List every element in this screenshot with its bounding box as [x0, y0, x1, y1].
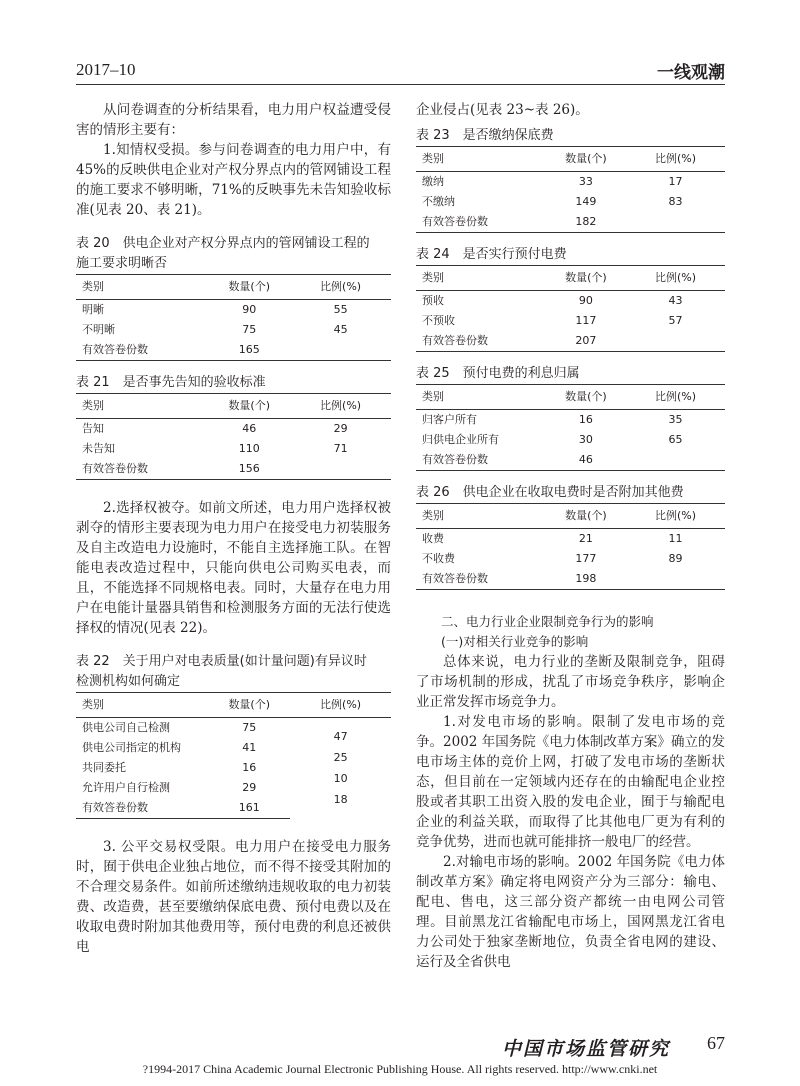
cell: 归供电企业所有	[422, 433, 499, 446]
cell: 21	[578, 532, 593, 545]
cell: 33	[578, 175, 593, 188]
cell: 117	[575, 314, 597, 327]
paragraph: 1.知情权受损。参与问卷调查的电力用户中，有45%的反映供电企业对产权分界点内的管网铺设工程的施工要求不够明晰，71%的反映事先未告知验收标准(见表 20、表 21)。	[76, 142, 391, 218]
table-row	[416, 549, 725, 569]
table-caption: 表 20 供电企业对产权分界点内的管网铺设工程的	[76, 236, 370, 251]
table-row	[416, 291, 725, 312]
table-row	[76, 459, 391, 480]
table-row	[416, 430, 725, 450]
cell: 供电公司指定的机构	[82, 741, 181, 754]
table-header: 类别	[416, 147, 546, 172]
table-25	[416, 384, 725, 471]
paragraph: 企业侵占(见表 23~表 26)。	[416, 102, 589, 118]
cell: 46	[242, 422, 257, 435]
table-header: 比例(%)	[290, 394, 391, 419]
issue-date: 2017–10	[76, 60, 136, 79]
cell: 不缴纳	[422, 195, 455, 208]
right-column	[416, 100, 725, 972]
table-row	[76, 439, 391, 459]
table-caption: 施工要求明晰否	[76, 256, 168, 271]
table-header: 比例(%)	[626, 147, 725, 172]
cell: 45	[333, 323, 348, 336]
cell: 有效答卷份数	[416, 331, 546, 352]
cell: 29	[242, 781, 257, 794]
cell: 165	[208, 340, 290, 361]
table-row	[416, 331, 725, 352]
cell	[626, 331, 725, 352]
table-header: 数量(个)	[546, 266, 626, 291]
cell: 71	[333, 442, 348, 455]
cell: 75	[242, 323, 257, 336]
cell: 90	[242, 303, 257, 316]
table-caption: 检测机构如何确定	[76, 674, 181, 689]
cell: 110	[238, 442, 260, 455]
table-header: 数量(个)	[208, 275, 290, 300]
paragraph: 2.对输电市场的影响。2002 年国务院《电力体制改革方案》确定将电网资产分为三部分：输电、配电、售电，这三部分资产都统一由电网公司管理。目前黑龙江省输配电市场上，国网黑龙江省电力公司处于独家垄断地位，负责全省电网的建设、运行及全省供电	[416, 854, 725, 970]
cell: 不收费	[422, 552, 455, 565]
cell: 207	[546, 331, 626, 352]
table-header: 数量(个)	[546, 504, 626, 529]
paragraph: 3. 公平交易权受限。电力用户在接受电力服务时，囿于供电企业独占地位，而不得不接受其附加的不合理交易条件。如前所述缴纳违规收取的电力初装费、改造费，甚至要缴纳保底电费、预付电费以及在收取电费时附加其他费用等，预付电费的利息还被供电	[76, 839, 391, 955]
table-row	[416, 569, 725, 590]
cell: 55	[333, 303, 348, 316]
cell: 57	[668, 314, 683, 327]
table-header: 数量(个)	[546, 385, 626, 410]
cell: 43	[668, 294, 683, 307]
table-24	[416, 265, 725, 352]
subsection-heading: (一)对相关行业竞争的影响	[441, 634, 589, 649]
cell	[290, 340, 391, 361]
cell	[626, 569, 725, 590]
cell: 告知	[82, 422, 104, 435]
cell: 75	[242, 721, 257, 734]
table-row	[416, 311, 725, 331]
table-header: 数量(个)	[208, 394, 290, 419]
table-caption: 表 25 预付电费的利息归属	[416, 366, 580, 381]
cell: 35	[668, 413, 683, 426]
table-26	[416, 503, 725, 590]
cell: 46	[546, 450, 626, 471]
cell: 41	[242, 741, 257, 754]
copyright-notice: ?1994-2017 China Academic Journal Electronic Publishing House. All rights reserved. http://www.cnki.net	[142, 1062, 658, 1076]
cell: 不预收	[422, 314, 455, 327]
table-21	[76, 393, 391, 480]
cell: 有效答卷份数	[416, 569, 546, 590]
cell: 16	[242, 761, 257, 774]
cell: 18	[333, 793, 348, 806]
cell: 有效答卷份数	[76, 459, 208, 480]
table-row	[416, 212, 725, 233]
table-header: 数量(个)	[208, 693, 290, 718]
table-header: 数量(个)	[546, 147, 626, 172]
cell: 有效答卷份数	[76, 798, 208, 819]
cell: 30	[578, 433, 593, 446]
table-row	[416, 410, 725, 431]
table-row	[416, 192, 725, 212]
table-row	[416, 172, 725, 193]
table-caption: 表 23 是否缴纳保底费	[416, 128, 554, 143]
cell: 47	[333, 730, 348, 743]
table-23	[416, 146, 725, 233]
left-column	[76, 100, 391, 957]
section-heading: 二、电力行业企业限制竞争行为的影响	[441, 614, 654, 629]
cell: 16	[578, 413, 593, 426]
cell: 25	[333, 751, 348, 764]
table-row	[416, 529, 725, 550]
table-row	[76, 718, 391, 739]
paragraph: 从问卷调查的分析结果看，电力用户权益遭受侵害的情形主要有：	[76, 102, 391, 138]
table-row	[76, 320, 391, 340]
page-number: 67	[707, 1033, 725, 1053]
ratio-column	[290, 718, 391, 819]
cell: 归客户所有	[422, 413, 477, 426]
table-header: 类别	[416, 504, 546, 529]
table-header: 比例(%)	[626, 504, 725, 529]
cell: 预收	[422, 294, 444, 307]
section-title: 一线观潮	[657, 63, 725, 83]
table-row	[416, 450, 725, 471]
paragraph: 1.对发电市场的影响。限制了发电市场的竞争。2002 年国务院《电力体制改革方案》确立的发电市场主体的竞价上网，打破了发电市场的垄断状态，但目前在一定领域内还存在的由输配电企业控股或者其职工出资入股的发电企业，囿于与输配电企业的利益关联，而取得了比其他电厂更为有利的竞争优势，进而也就可能排挤一般电厂的经营。	[416, 714, 725, 850]
table-row	[76, 340, 391, 361]
table-header: 比例(%)	[290, 275, 391, 300]
table-row	[76, 419, 391, 440]
cell	[626, 450, 725, 471]
cell: 182	[546, 212, 626, 233]
header-rule	[76, 84, 725, 85]
cell: 90	[578, 294, 593, 307]
cell: 11	[668, 532, 683, 545]
cell: 65	[668, 433, 683, 446]
table-header: 类别	[76, 275, 208, 300]
table-header: 类别	[76, 693, 208, 718]
cell: 收费	[422, 532, 444, 545]
table-row	[76, 300, 391, 321]
journal-logo: 中国市场监管研究	[501, 1038, 670, 1060]
cell: 明晰	[82, 303, 104, 316]
cell	[626, 212, 725, 233]
cell: 149	[575, 195, 597, 208]
cell: 89	[668, 552, 683, 565]
table-20	[76, 274, 391, 361]
paragraph: 总体来说，电力行业的垄断及限制竞争，阻碍了市场机制的形成，扰乱了市场竞争秩序，影响企业正常发挥市场竞争力。	[416, 654, 725, 710]
table-caption: 表 22 关于用户对电表质量(如计量问题)有异议时	[76, 654, 367, 669]
table-header: 比例(%)	[626, 385, 725, 410]
table-header: 比例(%)	[626, 266, 725, 291]
cell: 198	[546, 569, 626, 590]
cell: 83	[668, 195, 683, 208]
cell: 161	[208, 798, 290, 819]
paragraph: 2.选择权被夺。如前文所述，电力用户选择权被剥夺的情形主要表现为电力用户在接受电力初装服务及自主改造电力设施时，不能自主选择施工队。在智能电表改造过程中，只能向供电公司购买电表，而且，不能选择不同规格电表。同时，大量存在电力用户在电能计量器具销售和检测服务方面的无法行使选择权的情况(见表 22)。	[76, 500, 391, 636]
cell: 缴纳	[422, 175, 444, 188]
cell: 共同委托	[82, 761, 126, 774]
cell: 177	[575, 552, 597, 565]
cell: 供电公司自己检测	[82, 721, 170, 734]
table-caption: 表 21 是否事先告知的验收标准	[76, 375, 266, 390]
table-header: 比例(%)	[290, 693, 391, 718]
cell: 允许用户自行检测	[82, 781, 170, 794]
cell: 未告知	[82, 442, 115, 455]
table-header: 类别	[76, 394, 208, 419]
cell: 有效答卷份数	[416, 450, 546, 471]
cell: 有效答卷份数	[416, 212, 546, 233]
table-caption: 表 24 是否实行预付电费	[416, 247, 567, 262]
table-22	[76, 692, 391, 819]
cell: 29	[333, 422, 348, 435]
table-header: 类别	[416, 385, 546, 410]
cell: 有效答卷份数	[76, 340, 208, 361]
cell: 17	[668, 175, 683, 188]
cell	[290, 459, 391, 480]
cell: 156	[208, 459, 290, 480]
table-caption: 表 26 供电企业在收取电费时是否附加其他费	[416, 485, 684, 500]
cell: 10	[333, 772, 348, 785]
cell: 不明晰	[82, 323, 115, 336]
table-header: 类别	[416, 266, 546, 291]
